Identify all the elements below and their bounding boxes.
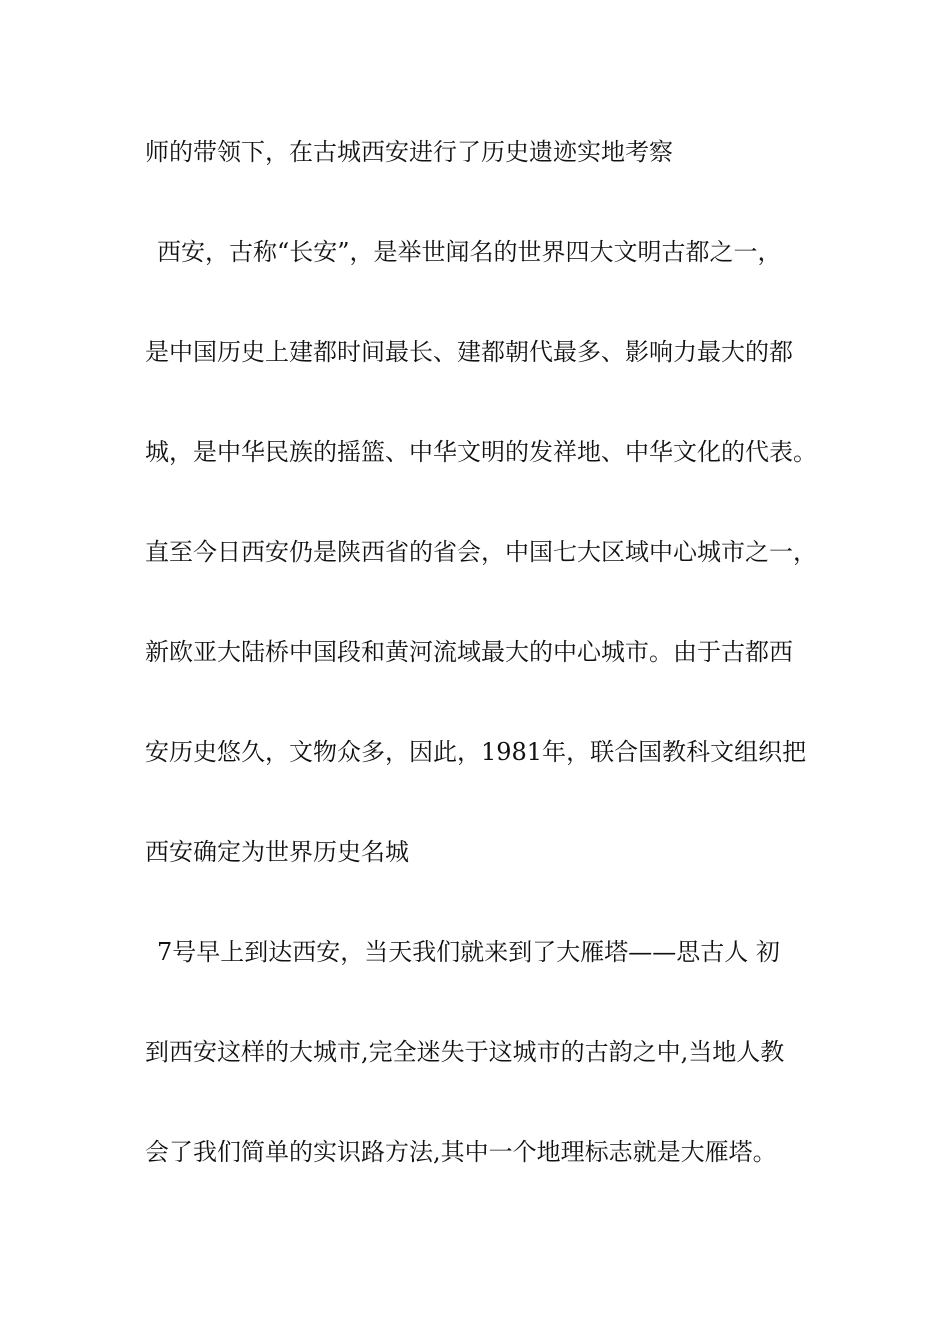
text-line-7: 安历史悠久，文物众多，因此，1981年，联合国教科文组织把 <box>145 738 807 766</box>
text-line-4: 城，是中华民族的摇篮、中华文明的发祥地、中华文化的代表。 <box>145 438 817 466</box>
text-line-1: 师的带领下，在古城西安进行了历史遗迹实地考察 <box>145 138 673 166</box>
text-line-11: 会了我们简单的实识路方法,其中一个地理标志就是大雁塔。 <box>145 1138 777 1166</box>
text-line-10: 到西安这样的大城市,完全迷失于这城市的古韵之中,当地人教 <box>145 1038 785 1066</box>
text-line-6: 新欧亚大陆桥中国段和黄河流域最大的中心城市。由于古都西 <box>145 638 793 666</box>
text-line-2: 西安，古称“长安”，是举世闻名的世界四大文明古都之一， <box>157 238 782 266</box>
text-line-9: 7号早上到达西安，当天我们就来到了大雁塔——思古人 初 <box>157 938 780 966</box>
text-line-8: 西安确定为世界历史名城 <box>145 838 409 866</box>
text-line-5: 直至今日西安仍是陕西省的省会，中国七大区域中心城市之一， <box>145 538 817 566</box>
text-line-3: 是中国历史上建都时间最长、建都朝代最多、影响力最大的都 <box>145 338 793 366</box>
